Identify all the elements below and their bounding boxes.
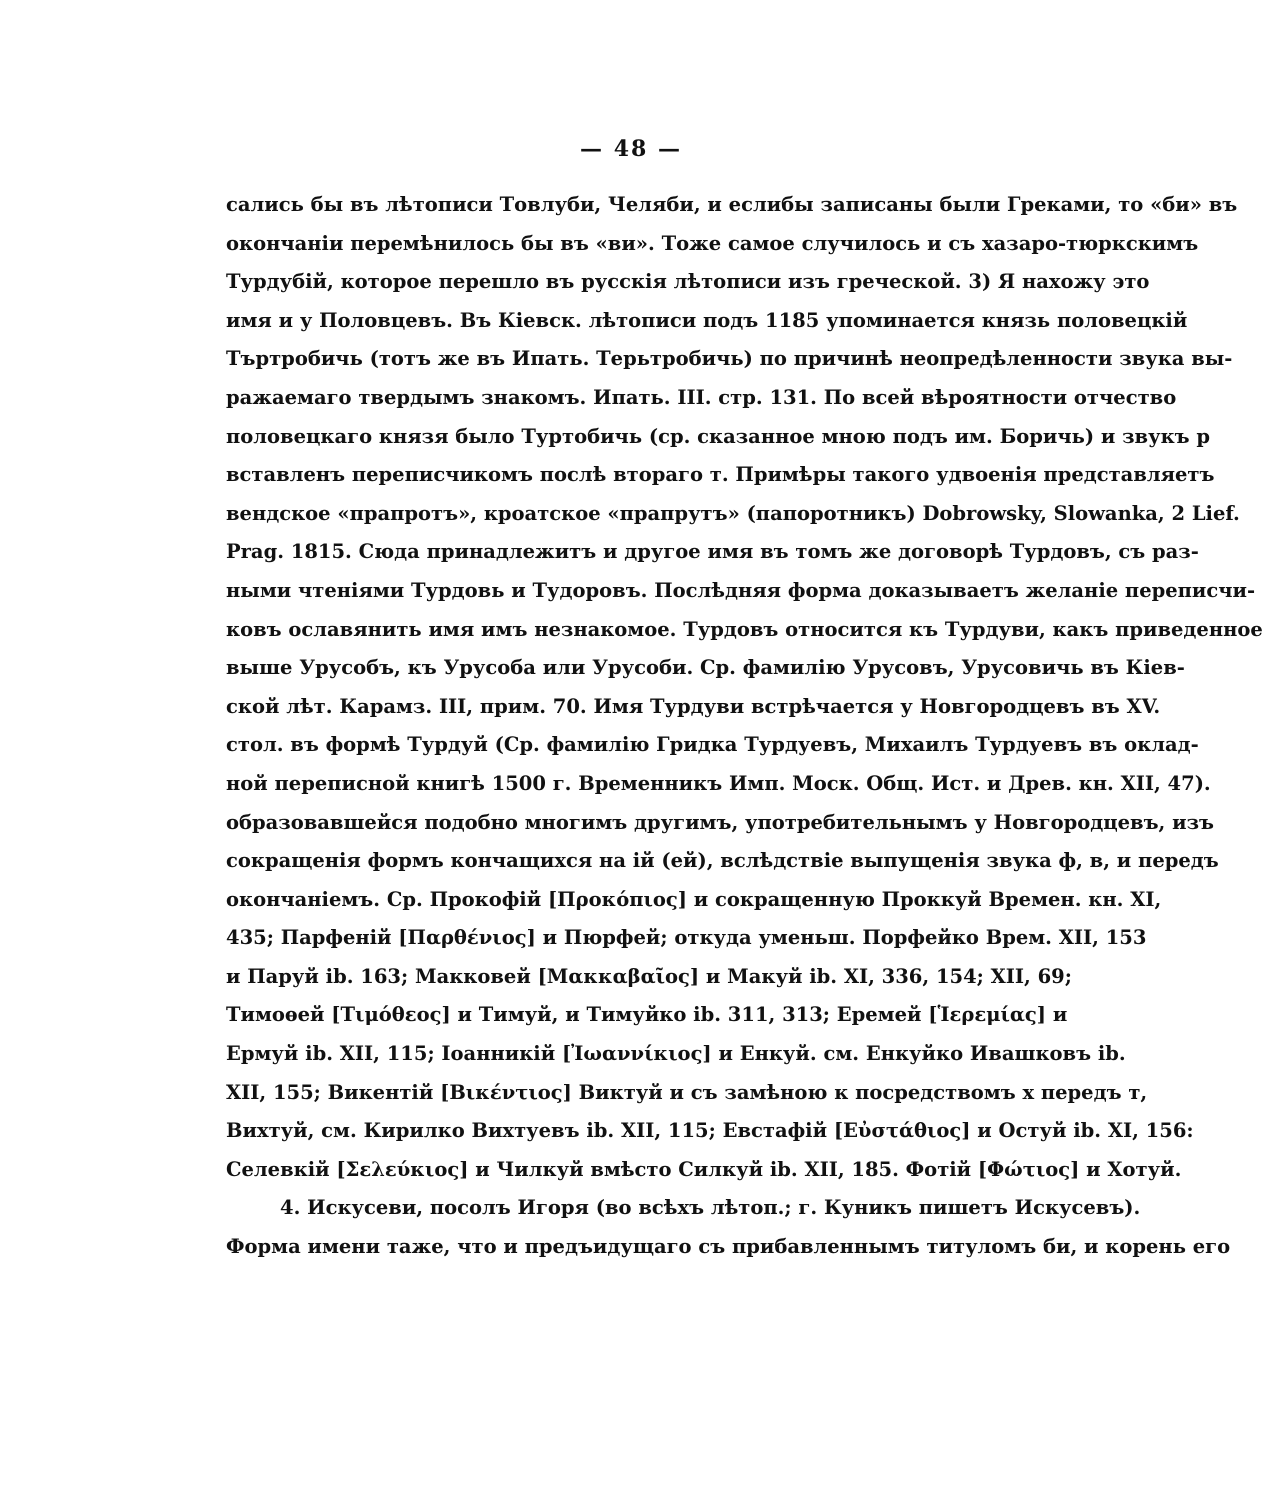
paragraph-end-line: Селевкій [Σελεύκιος] и Чилкуй вмѣсто Силкуй ib. XII, 185. Фотій [Φώτιος] и Хотуй. — [226, 1157, 1182, 1181]
text-line: ской лѣт. Карамз. III, прим. 70. Имя Турдуви встрѣчается у Новгородцевъ въ XV. — [226, 694, 1161, 718]
text-line: вендское «прапротъ», кроатское «прапрутъ» (папоротникъ) Dobrowsky, Slowanka, 2 Lief. — [226, 501, 1240, 525]
text-line: выше Урусобъ, къ Урусоба или Урусоби. Ср. фамилію Урусовъ, Урусовичь въ Кіев- — [226, 656, 1185, 680]
text-line: и Паруй ib. 163; Макковей [Μακκαβαῖος] и Макуй ib. XI, 336, 154; XII, 69; — [226, 964, 1072, 988]
text-line: Турдубій, которое перешло въ русскія лѣтописи изъ греческой. 3) Я нахожу это — [226, 270, 1150, 294]
text-line: ражаемаго твердымъ знакомъ. Ипать. III. стр. 131. По всей вѣроятности отчество — [226, 385, 1177, 409]
text-line: Търтробичь (тотъ же въ Ипать. Терьтробичь) по причинѣ неопредѣленности звука вы- — [226, 347, 1233, 371]
text-line: ковъ ославянить имя имъ незнакомое. Турдовъ относится къ Турдуви, какъ приведенное — [226, 617, 1263, 641]
text-line: сокращенія формъ кончащихся на ій (ей), вслѣдствіе выпущенія звука ф, в, и передъ — [226, 849, 1219, 873]
text-line: Тимоѳей [Τιμόθεος] и Тимуй, и Тимуйко ib. 311, 313; Еремей [Ἱερεμίας] и — [226, 1003, 1068, 1027]
text-line: окончаніемъ. Ср. Прокофій [Προκόπιος] и сокращенную Проккуй Времен. кн. XI, — [226, 887, 1162, 911]
text-line: окончаніи перемѣнилось бы въ «ви». Тоже самое случилось и съ хазаро-тюркскимъ — [226, 231, 1199, 255]
text-line: половецкаго князя было Туртобичь (ср. сказанное мною подъ им. Боричь) и звукъ р — [226, 424, 1211, 448]
text-line: Форма имени таже, что и предъидущаго съ прибавленнымъ титуломъ би, и корень его — [226, 1235, 1231, 1259]
text-line: Ермуй ib. XII, 115; Іоанникій [Ἰωαννίκιος] и Енкуй. см. Енкуйко Ивашковъ ib. — [226, 1042, 1126, 1066]
text-line: Prag. 1815. Сюда принадлежитъ и другое имя въ томъ же договорѣ Турдовъ, съ раз- — [226, 540, 1199, 564]
paragraph-start-line: 4. Искусеви, посолъ Игоря (во всѣхъ лѣтоп.; г. Куникъ пишетъ Искусевъ). — [280, 1196, 1141, 1220]
text-line: XII, 155; Викентій [Βικέντιος] Виктуй и съ замѣною к посредствомъ х передъ т, — [226, 1080, 1148, 1104]
text-line: ной переписной книгѣ 1500 г. Временникъ Имп. Моск. Общ. Ист. и Древ. кн. XII, 47). — [226, 771, 1211, 795]
text-line: 435; Парфеній [Παρθένιος] и Пюрфей; откуда уменьш. Порфейко Врем. XII, 153 — [226, 926, 1147, 950]
text-line: сались бы въ лѣтописи Товлуби, Челяби, и еслибы записаны были Греками, то «би» въ — [226, 193, 1238, 216]
text-line: вставленъ переписчикомъ послѣ втораго т. Примѣры такого удвоенія представляетъ — [226, 463, 1215, 487]
text-line: ными чтеніями Турдовь и Тудоровъ. Послѣдняя форма доказываетъ желаніе переписчи- — [226, 578, 1256, 602]
text-line: образовавшейся подобно многимъ другимъ, употребительнымъ у Новгородцевъ, изъ — [226, 810, 1214, 834]
text-body — [226, 186, 1263, 1267]
text-line: Вихтуй, см. Кирилко Вихтуевъ ib. XII, 115; Евстафій [Εὐστάθιος] и Остуй ib. XI, 156: — [226, 1119, 1194, 1143]
text-line: стол. въ формѣ Турдуй (Ср. фамилію Гридка Турдуевъ, Михаилъ Турдуевъ въ оклад- — [226, 733, 1199, 757]
text-line: имя и у Половцевъ. Въ Кіевск. лѣтописи подъ 1185 упоминается князь половецкій — [226, 308, 1188, 332]
page-number: — 48 — — [580, 136, 682, 162]
